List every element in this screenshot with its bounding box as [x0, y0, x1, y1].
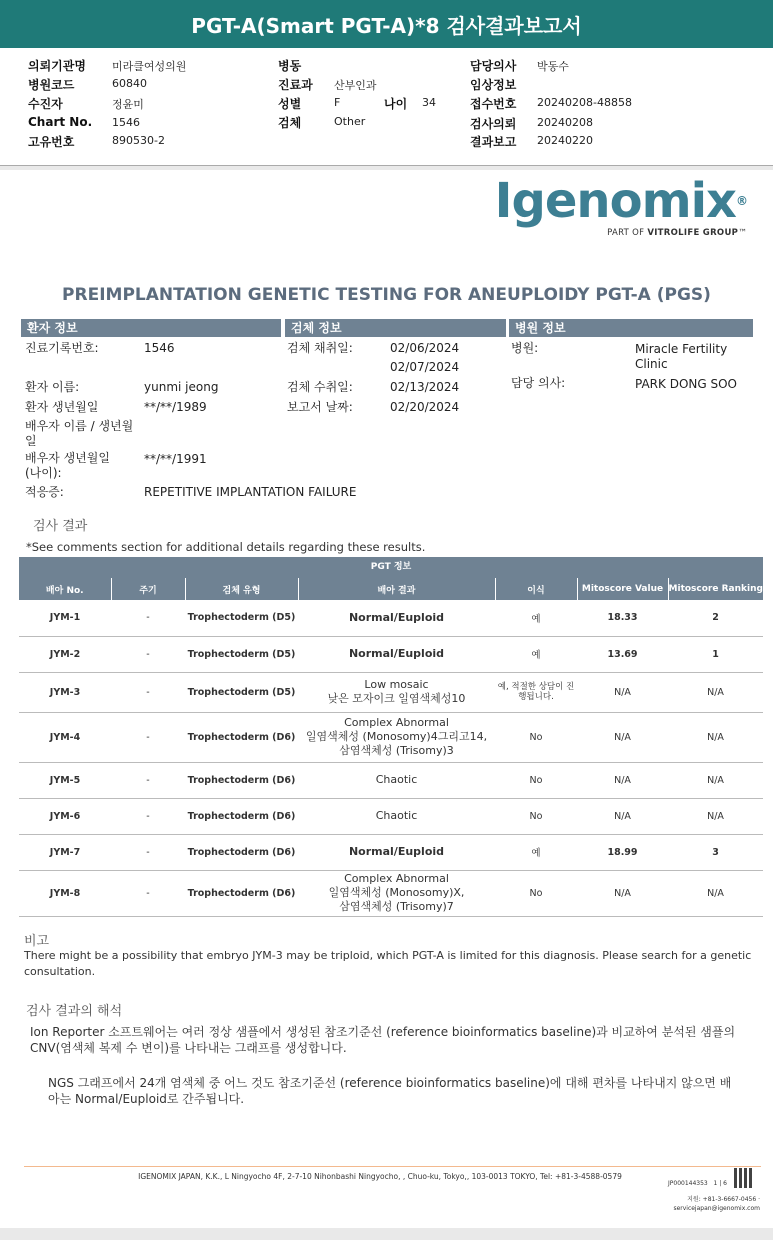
cell-transfer: 예, 적절한 상담이 진행됩니다. [495, 672, 577, 712]
cell-cycle: - [111, 762, 185, 798]
cell-mitoscore-ranking: N/A [668, 712, 763, 762]
received-value: 02/13/2024 [390, 380, 460, 394]
cell-sample-type: Trophectoderm (D6) [185, 762, 298, 798]
collected-value-2: 02/07/2024 [390, 360, 460, 374]
record-label: 진료기록번호: [25, 341, 99, 355]
cell-mitoscore-ranking: N/A [668, 672, 763, 712]
table-row [19, 712, 763, 762]
hospital-value: 미라클여성의원 [112, 60, 187, 73]
indication-label: 적응증: [25, 485, 64, 499]
table-row [19, 762, 763, 798]
results-table [19, 578, 763, 917]
table-row [19, 798, 763, 834]
clinic-label: 병원: [511, 341, 539, 355]
results-note: *See comments section for additional details regarding these results. [26, 540, 426, 554]
table-row [19, 870, 763, 916]
cell-cycle: - [111, 672, 185, 712]
footer-phone: 지원: +81-3-6667-0456 · [687, 1196, 760, 1203]
cell-transfer: 예 [495, 600, 577, 636]
specimen-value: Other [334, 115, 366, 128]
cell-mitoscore-value: N/A [577, 762, 668, 798]
reported-value: 02/20/2024 [390, 400, 460, 414]
clinic-value: Miracle Fertility Clinic [635, 342, 728, 371]
cell-mitoscore-value: N/A [577, 712, 668, 762]
cell-transfer: No [495, 798, 577, 834]
result-line: Chaotic [375, 809, 418, 822]
col-embryo: 배아 No. [19, 578, 111, 600]
cell-sample-type: Trophectoderm (D5) [185, 636, 298, 672]
dept-value: 산부인과 [334, 79, 377, 92]
footer-divider [24, 1166, 761, 1167]
sex-label: 성별 [278, 97, 302, 111]
table-row [19, 636, 763, 672]
logo-subtitle: PART OF VITROLIFE GROUP™ [607, 228, 747, 238]
document-title: PREIMPLANTATION GENETIC TESTING FOR ANEUPLOIDY PGT-A (PGS) [62, 285, 711, 305]
code-value: 60840 [112, 77, 147, 90]
cell-transfer: 예 [495, 636, 577, 672]
reported-label: 보고서 날짜: [287, 400, 353, 414]
igenomix-logo [495, 170, 747, 238]
result-line: Chaotic [375, 773, 418, 786]
result-line: 삼염색체성 (Trisomy)7 [339, 900, 454, 913]
section-sample-info: 검체 정보 [285, 319, 506, 337]
col-mitoscore-ranking: Mitoscore Ranking [668, 578, 763, 600]
indication-value: REPETITIVE IMPLANTATION FAILURE [144, 485, 357, 499]
hospital-label: 의뢰기관명 [28, 59, 86, 73]
logo-brand: Igenomix [494, 173, 736, 229]
report-title: PGT-A(Smart PGT-A)*8 검사결과보고서 [191, 13, 582, 38]
cell-mitoscore-ranking: 1 [668, 636, 763, 672]
cell-cycle: - [111, 600, 185, 636]
remarks-text: There might be a possibility that embryo JYM-3 may be triploid, which PGT-A is limited for this diagnosis. Please search for a genetic consultation. [24, 949, 752, 978]
cell-embryo: JYM-8 [19, 870, 111, 916]
patient-value: 정윤미 [112, 98, 144, 111]
cell-cycle: - [111, 870, 185, 916]
footer-address: IGENOMIX JAPAN, K.K., L Ningyocho 4F, 2-7-10 Nihonbashi Ningyocho, , Chuo-ku, Tokyo,, 103-0013 TOKYO, Tel: +81-3-4588-0579 [138, 1172, 622, 1181]
cell-cycle: - [111, 834, 185, 870]
report-date-label: 결과보고 [470, 135, 517, 149]
code-label: 병원코드 [28, 78, 75, 92]
cell-embryo-result [298, 870, 495, 916]
id-label: 고유번호 [28, 135, 75, 149]
section-hospital-info: 병원 정보 [509, 319, 753, 337]
patient-dob-value: **/**/1989 [144, 400, 207, 414]
collected-value-1: 02/06/2024 [390, 341, 460, 355]
partner-dob-value: **/**/1991 [144, 452, 207, 466]
interpretation-paragraph-1: Ion Reporter 소프트웨어는 여러 정상 샘플에서 생성된 참조기준선 (reference bioinformatics baseline)과 비교하여 분석된 샘플의 CNV(염색체 복제 수 변이)를 나타내는 그래프를 생성합니다. [30, 1025, 736, 1055]
cell-sample-type: Trophectoderm (D5) [185, 600, 298, 636]
col-mitoscore-value: Mitoscore Value [577, 578, 668, 600]
report-date-value: 20240220 [537, 134, 593, 147]
ward-label: 병동 [278, 59, 302, 73]
result-line: 삼염색체성 (Trisomy)3 [339, 744, 454, 757]
partner-dob-label: 배우자 생년월일 (나이): [25, 451, 110, 480]
chart-value: 1546 [112, 116, 140, 129]
cell-embryo-result [298, 762, 495, 798]
patient-name-label: 환자 이름: [25, 380, 80, 394]
col-transfer: 이식 [495, 578, 577, 600]
interpretation-heading: 검사 결과의 해석 [26, 1004, 123, 1019]
cell-embryo-result [298, 672, 495, 712]
cell-transfer: No [495, 762, 577, 798]
table-row [19, 600, 763, 636]
cell-embryo: JYM-1 [19, 600, 111, 636]
cell-transfer: 예 [495, 834, 577, 870]
cell-embryo: JYM-2 [19, 636, 111, 672]
cell-cycle: - [111, 712, 185, 762]
cell-mitoscore-value: N/A [577, 672, 668, 712]
order-meta-panel [0, 48, 773, 166]
footer-contact [660, 1195, 760, 1213]
col-cycle: 주기 [111, 578, 185, 600]
result-line: Normal/Euploid [348, 610, 445, 624]
cell-mitoscore-ranking: N/A [668, 870, 763, 916]
specimen-label: 검체 [278, 116, 302, 130]
interpretation-paragraph-2: NGS 그래프에서 24개 염색체 중 어느 것도 참조기준선 (reference bioinformatics baseline)에 대해 편차를 나타내지 않으면 배아는 Normal/Euploid로 간주됩니다. [48, 1076, 732, 1106]
cell-mitoscore-ranking: N/A [668, 798, 763, 834]
doctor-value: 박동수 [537, 60, 569, 73]
age-value: 34 [422, 96, 436, 109]
cell-mitoscore-ranking: 3 [668, 834, 763, 870]
request-label: 검사의뢰 [470, 117, 517, 131]
cell-transfer: No [495, 870, 577, 916]
doctor-label: 담당의사 [470, 59, 517, 73]
receipt-label: 접수번호 [470, 97, 517, 111]
cell-embryo-result [298, 712, 495, 762]
result-line: 일염색체성 (Monosomy)X, [328, 886, 465, 899]
cell-mitoscore-value: N/A [577, 798, 668, 834]
footer-email: servicejapan@igenomix.com [673, 1205, 760, 1212]
patient-label: 수진자 [28, 97, 63, 111]
result-line: 일염색체성 (Monosomy)4그리고14, [305, 730, 488, 743]
cell-mitoscore-value: N/A [577, 870, 668, 916]
result-line: Normal/Euploid [348, 845, 445, 858]
id-value: 890530-2 [112, 134, 165, 147]
result-line: Complex Abnormal [344, 716, 449, 729]
result-line: 낮은 모자이크 일염색체성10 [327, 692, 466, 705]
clinic-doctor-value: PARK DONG SOO [635, 377, 737, 391]
chart-label: Chart No. [28, 115, 93, 129]
cell-sample-type: Trophectoderm (D6) [185, 870, 298, 916]
cell-embryo: JYM-6 [19, 798, 111, 834]
age-label: 나이 [384, 97, 408, 111]
results-header-row [19, 578, 763, 600]
received-label: 검체 수취일: [287, 380, 353, 394]
cell-sample-type: Trophectoderm (D6) [185, 798, 298, 834]
cell-embryo-result [298, 798, 495, 834]
cell-mitoscore-ranking: 2 [668, 600, 763, 636]
patient-dob-label: 환자 생년월일 [25, 400, 99, 414]
cell-mitoscore-value: 13.69 [577, 636, 668, 672]
cell-embryo: JYM-7 [19, 834, 111, 870]
cell-cycle: - [111, 798, 185, 834]
remarks-heading: 비고 [24, 934, 50, 949]
logo-registered-mark: ® [736, 194, 747, 208]
cell-mitoscore-value: 18.99 [577, 834, 668, 870]
cell-embryo-result [298, 600, 495, 636]
cell-transfer: No [495, 712, 577, 762]
cell-embryo: JYM-5 [19, 762, 111, 798]
cell-sample-type: Trophectoderm (D6) [185, 712, 298, 762]
patient-name-value: yunmi jeong [144, 380, 219, 394]
pgt-info-bar: PGT 정보 [19, 557, 763, 578]
cell-cycle: - [111, 636, 185, 672]
footer-doc-number: JP000144353 1 | 6 [668, 1180, 727, 1187]
cell-embryo: JYM-3 [19, 672, 111, 712]
partner-name-label: 배우자 이름 / 생년월일 [25, 419, 134, 448]
qr-code-icon [734, 1168, 754, 1188]
col-embryo-result: 배아 결과 [298, 578, 495, 600]
cell-embryo-result [298, 636, 495, 672]
dept-label: 진료과 [278, 78, 313, 92]
collected-label: 검체 채취일: [287, 341, 353, 355]
result-line: Complex Abnormal [344, 872, 449, 885]
clinical-label: 임상정보 [470, 78, 517, 92]
clinic-doctor-label: 담당 의사: [511, 376, 566, 390]
cell-mitoscore-value: 18.33 [577, 600, 668, 636]
sex-value: F [334, 96, 341, 109]
col-sample-type: 검체 유형 [185, 578, 298, 600]
report-title-bar [0, 0, 773, 48]
cell-mitoscore-ranking: N/A [668, 762, 763, 798]
table-row [19, 672, 763, 712]
cell-sample-type: Trophectoderm (D6) [185, 834, 298, 870]
cell-embryo-result [298, 834, 495, 870]
receipt-value: 20240208-48858 [537, 96, 632, 109]
section-patient-info: 환자 정보 [21, 319, 281, 337]
results-heading: 검사 결과 [33, 519, 88, 534]
result-line: Normal/Euploid [348, 647, 445, 660]
report-page [0, 170, 773, 1228]
cell-sample-type: Trophectoderm (D5) [185, 672, 298, 712]
record-value: 1546 [144, 341, 175, 355]
table-row [19, 834, 763, 870]
result-line: Low mosaic [364, 678, 429, 691]
cell-embryo: JYM-4 [19, 712, 111, 762]
request-value: 20240208 [537, 116, 593, 129]
